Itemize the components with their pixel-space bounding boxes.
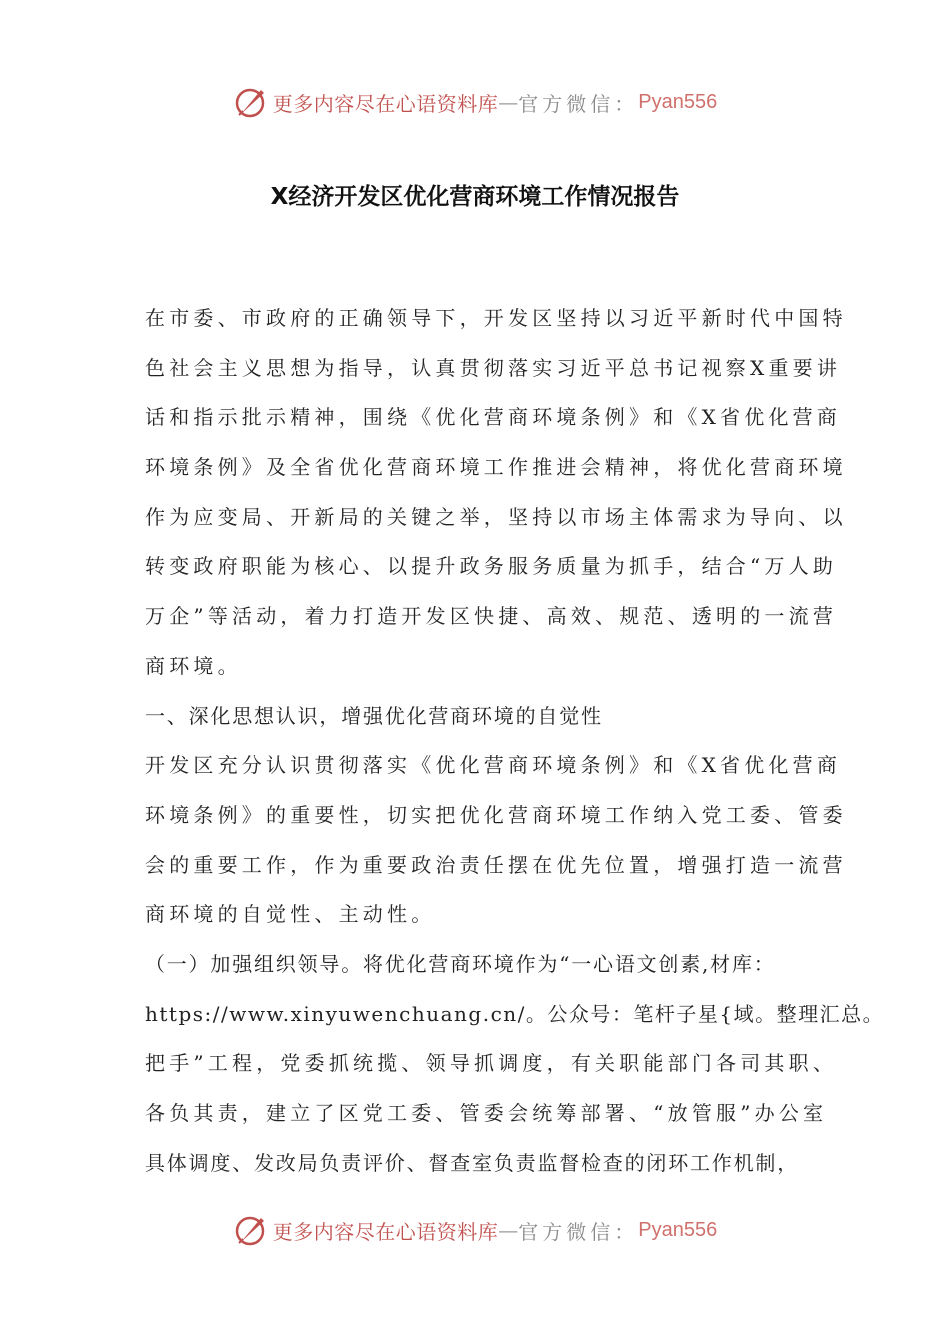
banner-wechat-id: Pyan556 — [638, 90, 718, 113]
section-heading: 一、深化思想认识，增强优化营商环境的自觉性 — [145, 703, 603, 728]
body-line: 作为应变局、开新局的关键之举，坚持以市场主体需求为导向、以 — [145, 504, 847, 529]
body-line: 把手”工程，党委抓统揽、领导抓调度，有关职能部门各司其职、 — [145, 1051, 838, 1076]
document-title: X经济开发区优化营商环境工作情况报告 — [270, 184, 680, 210]
body-line: 开发区充分认识贯彻落实《优化营商环境条例》和《X省优化营商 — [145, 753, 842, 778]
quill-pen-icon — [233, 1212, 269, 1248]
body-line: 话和指示批示精神，围绕《优化营商环境条例》和《X省优化营商 — [145, 405, 842, 430]
banner-dash: — — [498, 90, 519, 114]
banner-wechat-id: Pyan556 — [638, 1218, 718, 1241]
body-line-url: https://www.xinyuwenchuang.cn/。公众号：笔杆子星{域。整理汇总。 — [145, 1001, 885, 1026]
body-line: （一）加强组织领导。将优化营商环境作为“一心语文创素,材库： — [145, 951, 776, 976]
body-line: 会的重要工作，作为重要政治责任摆在优先位置，增强打造一流营 — [145, 852, 847, 877]
header-watermark-banner — [0, 82, 950, 122]
banner-brand-text: 更多内容尽在心语资料库 — [272, 1219, 499, 1244]
banner-wechat-label: 官方微信： — [518, 91, 639, 116]
body-line: 万企”等活动，着力打造开发区快捷、高效、规范、透明的一流营 — [145, 604, 838, 629]
body-line: 商环境的自觉性、主动性。 — [145, 902, 436, 927]
body-line: 环境条例》的重要性，切实把优化营商环境工作纳入党工委、管委 — [145, 802, 847, 827]
document-body — [145, 298, 885, 1192]
quill-pen-icon — [233, 84, 269, 120]
body-line: 各负其责，建立了区党工委、管委会统筹部署、“放管服”办公室 — [145, 1101, 828, 1125]
body-line: 色社会主义思想为指导，认真贯彻落实习近平总书记视察X重要讲 — [145, 355, 842, 380]
body-line: 具体调度、发改局负责评价、督查室负责监督检查的闭环工作机制， — [145, 1150, 799, 1175]
footer-watermark-banner — [0, 1210, 950, 1250]
body-line: 商环境。 — [145, 653, 242, 678]
banner-brand-text: 更多内容尽在心语资料库 — [272, 91, 499, 116]
body-line: 在市委、市政府的正确领导下，开发区坚持以习近平新时代中国特 — [145, 306, 847, 330]
banner-wechat-label: 官方微信： — [518, 1219, 639, 1244]
body-line: 环境条例》及全省优化营商环境工作推进会精神，将优化营商环境 — [145, 455, 847, 480]
body-line: 转变政府职能为核心、以提升政务服务质量为抓手，结合“万人助 — [145, 554, 838, 579]
banner-dash: — — [498, 1218, 519, 1242]
